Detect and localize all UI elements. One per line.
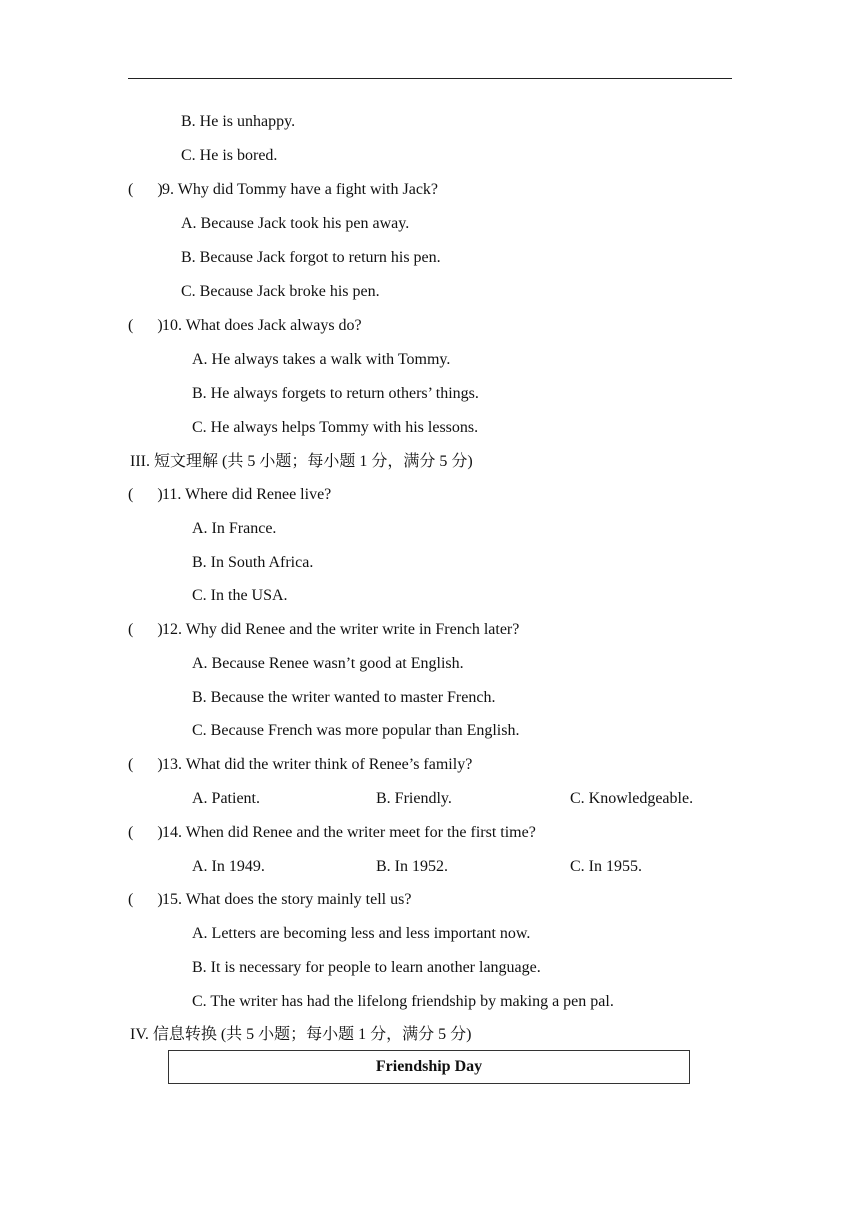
- q11-option-c: C. In the USA.: [192, 587, 288, 604]
- q14-option-c: C. In 1955.: [570, 858, 642, 875]
- question-10-text: 10. What does Jack always do?: [162, 317, 362, 334]
- q14-option-b: B. In 1952.: [376, 858, 448, 875]
- q8-option-b: B. He is unhappy.: [181, 113, 296, 130]
- question-15: [128, 890, 411, 910]
- question-13-text: 13. What did the writer think of Renee’s family?: [162, 756, 473, 773]
- answer-blank[interactable]: ( ): [128, 756, 163, 773]
- question-9: [128, 180, 438, 200]
- question-12-text: 12. Why did Renee and the writer write in French later?: [162, 621, 520, 638]
- section-3-title: III. 短文理解 (共 5 小题；每小题 1 分，满分 5 分): [130, 453, 473, 470]
- q11-option-b: B. In South Africa.: [192, 554, 314, 571]
- answer-blank[interactable]: ( ): [128, 486, 163, 503]
- q13-option-b: B. Friendly.: [376, 790, 452, 807]
- answer-blank[interactable]: ( ): [128, 621, 163, 638]
- answer-blank[interactable]: ( ): [128, 181, 163, 198]
- q15-option-c: C. The writer has had the lifelong friendship by making a pen pal.: [192, 993, 614, 1010]
- question-11: [128, 485, 331, 505]
- answer-blank[interactable]: ( ): [128, 317, 163, 334]
- header-rule: [128, 78, 732, 79]
- section-4-title: IV. 信息转换 (共 5 小题；每小题 1 分，满分 5 分): [130, 1026, 472, 1043]
- q12-option-c: C. Because French was more popular than English.: [192, 722, 520, 739]
- question-10: [128, 316, 362, 336]
- answer-blank[interactable]: ( ): [128, 824, 163, 841]
- q11-option-a: A. In France.: [192, 520, 277, 537]
- q13-option-c: C. Knowledgeable.: [570, 790, 694, 807]
- q9-option-b: B. Because Jack forgot to return his pen.: [181, 249, 441, 266]
- q10-option-b: B. He always forgets to return others’ things.: [192, 385, 479, 402]
- q12-option-a: A. Because Renee wasn’t good at English.: [192, 655, 464, 672]
- info-table-header: [168, 1050, 690, 1084]
- q10-option-a: A. He always takes a walk with Tommy.: [192, 351, 451, 368]
- q9-option-c: C. Because Jack broke his pen.: [181, 283, 380, 300]
- question-11-text: 11. Where did Renee live?: [162, 486, 332, 503]
- question-14-text: 14. When did Renee and the writer meet for the first time?: [162, 824, 536, 841]
- info-table-title: Friendship Day: [375, 1058, 483, 1075]
- q12-option-b: B. Because the writer wanted to master French.: [192, 689, 496, 706]
- q15-option-a: A. Letters are becoming less and less important now.: [192, 925, 531, 942]
- q15-option-b: B. It is necessary for people to learn another language.: [192, 959, 541, 976]
- q10-option-c: C. He always helps Tommy with his lessons.: [192, 419, 479, 436]
- q14-option-a: A. In 1949.: [192, 858, 265, 875]
- q9-option-a: A. Because Jack took his pen away.: [181, 215, 410, 232]
- answer-blank[interactable]: ( ): [128, 891, 163, 908]
- q13-option-a: A. Patient.: [192, 790, 260, 807]
- question-14: [128, 823, 536, 843]
- q8-option-c: C. He is bored.: [181, 147, 278, 164]
- question-12: [128, 620, 519, 640]
- question-9-text: 9. Why did Tommy have a fight with Jack?: [162, 181, 439, 198]
- question-13: [128, 755, 472, 775]
- question-15-text: 15. What does the story mainly tell us?: [162, 891, 412, 908]
